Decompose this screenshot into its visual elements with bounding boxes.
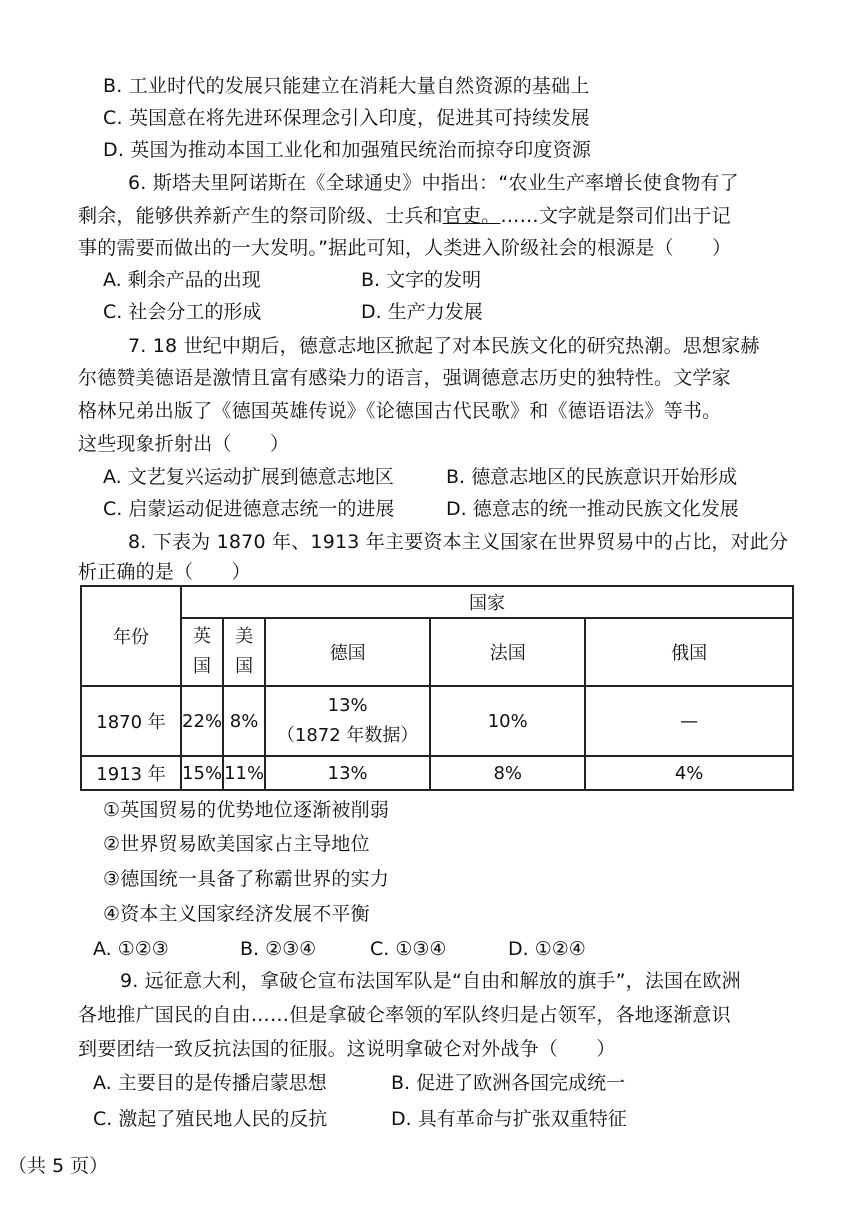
q6-stem-line2 bbox=[78, 204, 731, 228]
cell-germany: 13% bbox=[265, 756, 430, 790]
q6-option-a: A. 剩余产品的出现 bbox=[103, 269, 261, 291]
table-row bbox=[81, 756, 793, 790]
cell-us: 8% bbox=[223, 686, 265, 756]
header-us: 美 国 bbox=[223, 618, 265, 686]
q9-option-c: C. 激起了殖民地人民的反抗 bbox=[93, 1108, 328, 1130]
header-country: 国家 bbox=[181, 586, 793, 618]
q6-option-c: C. 社会分工的形成 bbox=[103, 301, 262, 323]
trade-share-table bbox=[80, 585, 794, 791]
q7-option-d: D. 德意志的统一推动民族文化发展 bbox=[446, 498, 739, 520]
q7-option-a: A. 文艺复兴运动扩展到德意志地区 bbox=[103, 466, 394, 488]
cell-year: 1870 年 bbox=[81, 686, 181, 756]
q9-stem-line1: 9. 远征意大利，拿破仑宣布法国军队是“自由和解放的旗手”，法国在欧洲 bbox=[120, 970, 741, 992]
q7-stem-line4: 这些现象折射出（ ） bbox=[78, 433, 290, 455]
q7-stem-line3: 格林兄弟出版了《德国英雄传说》《论德国古代民歌》和《德语语法》等书。 bbox=[78, 400, 722, 422]
q8-item-1: ①英国贸易的优势地位逐渐被削弱 bbox=[103, 799, 390, 821]
q6-option-b: B. 文字的发明 bbox=[361, 269, 482, 291]
cell-france: 8% bbox=[430, 756, 585, 790]
page-count-footer: （共 5 页） bbox=[8, 1155, 109, 1177]
cell-germany: 13% （1872 年数据） bbox=[265, 686, 430, 756]
q8-option-b: B. ②③④ bbox=[240, 938, 317, 960]
q7-stem-line1: 7. 18 世纪中期后，德意志地区掀起了对本民族文化的研究热潮。思想家赫 bbox=[128, 335, 760, 357]
header-year: 年份 bbox=[81, 586, 181, 686]
header-germany: 德国 bbox=[265, 618, 430, 686]
cell-uk: 22% bbox=[181, 686, 223, 756]
cell-russia: 4% bbox=[585, 756, 793, 790]
q8-stem-line1: 8. 下表为 1870 年、1913 年主要资本主义国家在世界贸易中的占比，对此分 bbox=[128, 531, 789, 553]
cell-year: 1913 年 bbox=[81, 756, 181, 790]
cell-us: 11% bbox=[223, 756, 265, 790]
q8-item-2: ②世界贸易欧美国家占主导地位 bbox=[103, 833, 370, 855]
q8-item-3: ③德国统一具备了称霸世界的实力 bbox=[103, 868, 390, 890]
cell-uk: 15% bbox=[181, 756, 223, 790]
q6-stem-line2-start: 剩余，能够供养新产生的祭司阶级、士兵和 bbox=[78, 205, 443, 227]
q6-stem-line1: 6. 斯塔夫里阿诺斯在《全球通史》中指出：“农业生产率增长使食物有了 bbox=[128, 172, 739, 194]
q7-option-c: C. 启蒙运动促进德意志统一的进展 bbox=[103, 498, 395, 520]
cell-france: 10% bbox=[430, 686, 585, 756]
q9-stem-line2: 各地推广国民的自由……但是拿破仑率领的军队终归是占领军，各地逐渐意识 bbox=[78, 1004, 731, 1026]
q6-option-d: D. 生产力发展 bbox=[361, 301, 483, 323]
header-uk: 英 国 bbox=[181, 618, 223, 686]
q7-stem-line2: 尔德赞美德语是激情且富有感染力的语言，强调德意志历史的独特性。文学家 bbox=[78, 367, 731, 389]
table-row bbox=[81, 686, 793, 756]
header-russia: 俄国 bbox=[585, 618, 793, 686]
q9-option-d: D. 具有革命与扩张双重特征 bbox=[391, 1108, 627, 1130]
q9-stem-line3: 到要团结一致反抗法国的征服。这说明拿破仑对外战争（ ） bbox=[78, 1038, 616, 1060]
q8-item-4: ④资本主义国家经济发展不平衡 bbox=[103, 903, 370, 925]
q9-option-b: B. 促进了欧洲各国完成统一 bbox=[391, 1072, 626, 1094]
q6-stem-line3: 事的需要而做出的一大发明。”据此可知，人类进入阶级社会的根源是（ ） bbox=[78, 237, 732, 259]
cell-russia: — bbox=[585, 686, 793, 756]
q8-option-d: D. ①②④ bbox=[508, 938, 586, 960]
q8-stem-line2: 析正确的是（ ） bbox=[78, 561, 251, 583]
header-france: 法国 bbox=[430, 618, 585, 686]
q5-option-c: C. 英国意在将先进环保理念引入印度，促进其可持续发展 bbox=[103, 107, 590, 129]
q8-option-a: A. ①②③ bbox=[93, 938, 169, 960]
q6-stem-line2-end: ……文字就是祭司们出于记 bbox=[500, 205, 731, 227]
q5-option-d: D. 英国为推动本国工业化和加强殖民统治而掠夺印度资源 bbox=[103, 139, 592, 161]
q5-option-b: B. 工业时代的发展只能建立在消耗大量自然资源的基础上 bbox=[103, 75, 590, 97]
q9-option-a: A. 主要目的是传播启蒙思想 bbox=[93, 1072, 327, 1094]
q7-option-b: B. 德意志地区的民族意识开始形成 bbox=[446, 466, 738, 488]
q6-stem-underlined: 官吏。 bbox=[442, 205, 501, 227]
q8-option-c: C. ①③④ bbox=[370, 938, 447, 960]
